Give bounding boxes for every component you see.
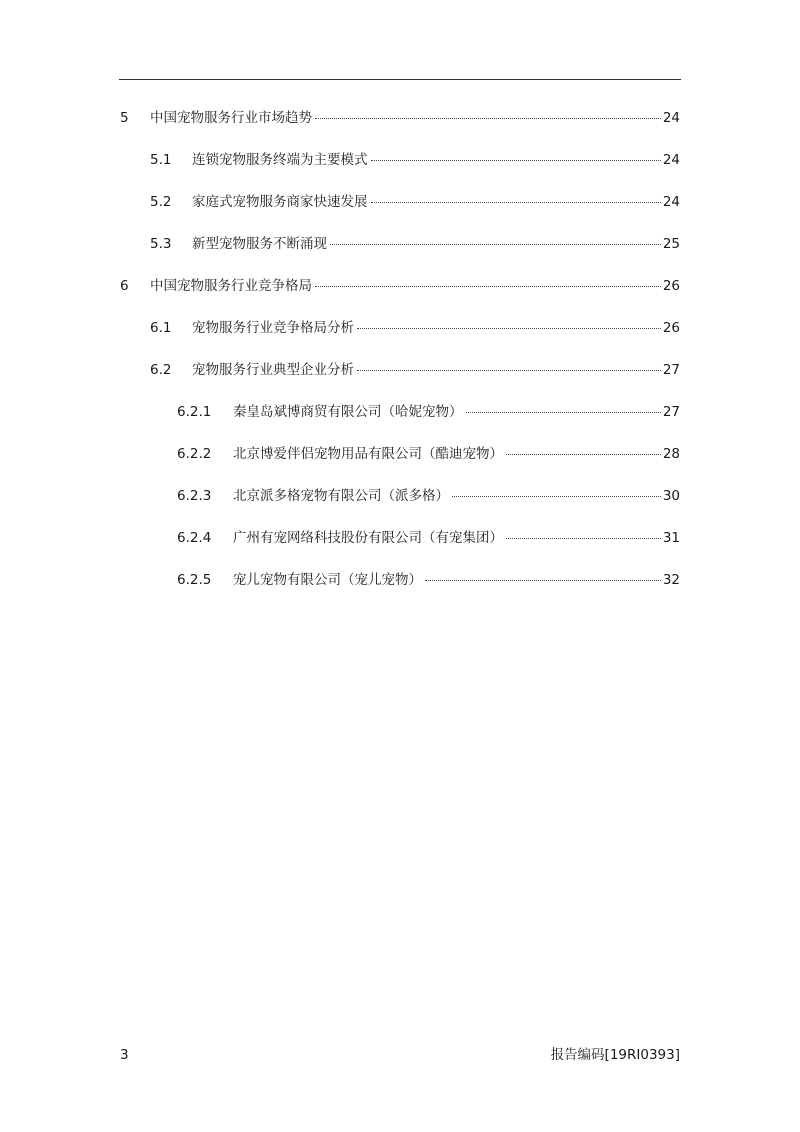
toc-entry-title: 广州有宠网络科技股份有限公司（有宠集团） bbox=[233, 530, 503, 546]
toc-entry-title: 连锁宠物服务终端为主要模式 bbox=[192, 152, 368, 168]
toc-entry-number: 6.2.5 bbox=[177, 572, 212, 588]
toc-entry-number: 6.2.2 bbox=[177, 446, 212, 462]
toc-entry-title: 北京派多格宠物有限公司（派多格） bbox=[233, 488, 449, 504]
toc-entry-6-2-3[interactable] bbox=[0, 485, 800, 507]
toc-entry-6-2[interactable] bbox=[0, 359, 800, 381]
toc-entry-page: 24 bbox=[662, 194, 680, 210]
toc-entry-page: 27 bbox=[662, 362, 680, 378]
header-rule bbox=[119, 79, 681, 80]
toc-entry-page: 24 bbox=[662, 152, 680, 168]
toc-entry-title: 中国宠物服务行业市场趋势 bbox=[150, 110, 312, 126]
dot-leader bbox=[506, 537, 661, 539]
toc-entry-number: 6.2 bbox=[150, 362, 172, 378]
toc-entry-title: 北京博爱伴侣宠物用品有限公司（酷迪宠物） bbox=[233, 446, 503, 462]
toc-entry-5-2[interactable] bbox=[0, 191, 800, 213]
toc-entry-page: 32 bbox=[662, 572, 680, 588]
dot-leader bbox=[315, 285, 661, 287]
toc-entry-page: 28 bbox=[662, 446, 680, 462]
toc-entry-6-2-4[interactable] bbox=[0, 527, 800, 549]
dot-leader bbox=[466, 411, 661, 413]
toc-entry-6-2-2[interactable] bbox=[0, 443, 800, 465]
dot-leader bbox=[425, 579, 661, 581]
toc-entry-number: 6 bbox=[120, 278, 129, 294]
toc-entry-number: 6.2.3 bbox=[177, 488, 212, 504]
toc-entry-number: 6.2.4 bbox=[177, 530, 212, 546]
footer-report-code: 报告编码[19RI0393] bbox=[550, 1047, 680, 1063]
toc-entry-5[interactable] bbox=[0, 107, 800, 129]
toc-entry-page: 26 bbox=[662, 278, 680, 294]
toc-entry-page: 30 bbox=[662, 488, 680, 504]
toc-entry-number: 5.2 bbox=[150, 194, 172, 210]
dot-leader bbox=[315, 117, 661, 119]
dot-leader bbox=[330, 243, 661, 245]
dot-leader bbox=[357, 327, 661, 329]
toc-entry-6-2-1[interactable] bbox=[0, 401, 800, 423]
toc-entry-6-2-5[interactable] bbox=[0, 569, 800, 591]
toc-entry-page: 27 bbox=[662, 404, 680, 420]
toc-entry-title: 宠物服务行业竞争格局分析 bbox=[192, 320, 354, 336]
toc-entry-5-3[interactable] bbox=[0, 233, 800, 255]
toc-entry-title: 新型宠物服务不断涌现 bbox=[192, 236, 327, 252]
toc-entry-title: 秦皇岛斌博商贸有限公司（哈妮宠物） bbox=[233, 404, 463, 420]
toc-entry-6[interactable] bbox=[0, 275, 800, 297]
toc-entry-title: 中国宠物服务行业竞争格局 bbox=[150, 278, 312, 294]
toc-entry-title: 家庭式宠物服务商家快速发展 bbox=[192, 194, 368, 210]
toc-entry-title: 宠物服务行业典型企业分析 bbox=[192, 362, 354, 378]
toc-entry-number: 6.1 bbox=[150, 320, 172, 336]
dot-leader bbox=[371, 159, 661, 161]
toc-entry-6-1[interactable] bbox=[0, 317, 800, 339]
dot-leader bbox=[452, 495, 661, 497]
dot-leader bbox=[371, 201, 661, 203]
toc-entry-page: 24 bbox=[662, 110, 680, 126]
toc-entry-number: 5.3 bbox=[150, 236, 172, 252]
toc-entry-page: 25 bbox=[662, 236, 680, 252]
toc-entry-number: 5 bbox=[120, 110, 129, 126]
toc-entry-5-1[interactable] bbox=[0, 149, 800, 171]
toc-entry-page: 31 bbox=[662, 530, 680, 546]
toc-entry-title: 宠儿宠物有限公司（宠儿宠物） bbox=[233, 572, 422, 588]
footer-page-number: 3 bbox=[120, 1047, 129, 1063]
dot-leader bbox=[506, 453, 661, 455]
toc-entry-page: 26 bbox=[662, 320, 680, 336]
toc-entry-number: 6.2.1 bbox=[177, 404, 212, 420]
dot-leader bbox=[357, 369, 661, 371]
toc-entry-number: 5.1 bbox=[150, 152, 172, 168]
